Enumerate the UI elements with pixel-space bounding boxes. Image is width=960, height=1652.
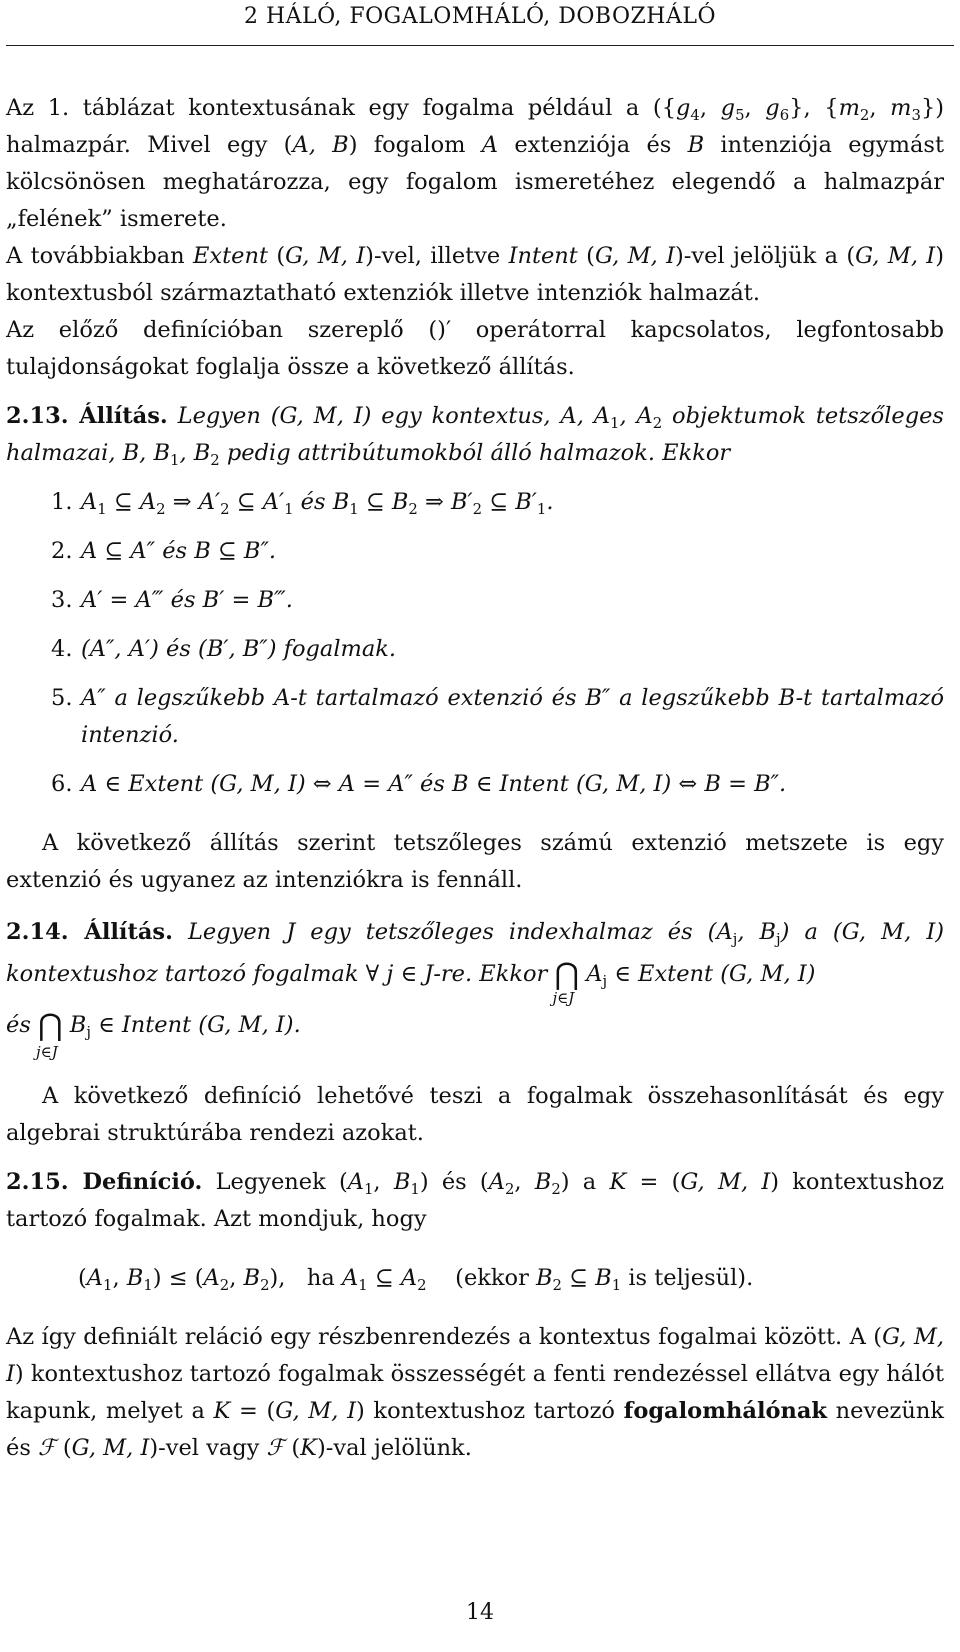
statement-item-1: 1. $A_1$ ⊆ $A_2$ ⇒ $A'_2$ ⊆ $A'_1$ és $B_1$ ⊆ $B_2$ ⇒ $B'_2$ ⊆ $B'_1$. [51,489,554,519]
statement-item-2: 2. A ⊆ A″ és B ⊆ B″. [51,538,277,564]
statement-item-5: 5. A″ a legszűkebb A-t tartalmazó extenzió és B″ a legszűkebb B-t tartalmazó intenzió. [51,685,945,748]
paragraph-concept-lattice: Az így definiált reláció egy részbenrendezés a kontextus fogalmai között. A (G, M, I) kontextushoz tartozó fogalmak összességét a fenti rendezéssel ellátva egy hálót kapunk, melyet a K = (G, M, I) kontextushoz tartozó fogalomhálónak nevezünk és ℱ (G, M, I)-vel vagy ℱ (K)-val jelölünk. [6,1324,945,1461]
page-content [6,90,944,1467]
statement-item-6: 6. A ∈ Extent (G, M, I) ⇔ A = A″ és B ∈ Intent (G, M, I) ⇔ B = B″. [51,771,787,797]
paragraph-ordering-intro: A következő definíció lehetővé teszi a fogalmak összehasonlítását és egy algebrai struktúrába rendezi azokat. [6,1083,944,1146]
statement-item-3: 3. A′ = A‴ és B′ = B‴. [51,587,293,613]
paragraph-operator-intro: Az előző definícióban szereplő ()′ operátorral kapcsolatos, legfontosabb tulajdonságokat foglalja össze a következő állítás. [6,317,944,380]
definition-2-15: 2.15. Definíció. Legyenek ($A_1$, $B_1$) és ($A_2$, $B_2$) a K = (G, M, I) kontextushoz tartozó fogalmak. Azt mondjuk, hogy [6,1169,944,1232]
statement-2-14: 2.14. Állítás. Legyen J egy tetszőleges indexhalmaz és ($A_j$, $B_j$) a (G, M, I) kontextushoz tartozó fogalmak ∀ j ∈ J-re. Ekkor ⋂ j∈J $A_j$ ∈ Extent (G, M, I) [6,919,944,1007]
header-rule [6,45,954,46]
paragraph-concept-example: Az 1. táblázat kontextusának egy fogalma például a ({$g_4$, $g_5$, $g_6$}, {$m_2$, $m_3$}) halmazpár. Mivel egy (A, B) fogalom A extenziója és B intenziója egymást kölcsönösen meghatározza, egy fogalom ismeretéhez elegendő a halmazpár „felének” ismerete. [6,95,945,232]
statement-2-14-cont: és ⋂ j∈J $B_j$ ∈ Intent (G, M, I). [6,1008,301,1061]
statement-item-4: 4. (A″, A′) és (B′, B″) fogalmak. [51,636,397,662]
page-number: 14 [466,1600,494,1625]
term-fogalomhalo: fogalomhálónak [623,1398,828,1424]
statement-label: 2.13. Állítás. [6,403,168,429]
definition-display-formula: ($A_1$, $B_1) \le (A_2$, $B_2$), ha $A_1$ ⊆ $A_2$ (ekkor $B_2$ ⊆ $B_1$ is teljesül). [78,1265,754,1295]
paragraph-extent-intent-notation: A továbbiakban Extent (G, M, I)-vel, illetve Intent (G, M, I)-vel jelöljük a (G, M, I) kontextusból származtatható extenziók illetve intenziók halmazát. [6,243,944,306]
statement-2-13: 2.13. Állítás. Legyen (G, M, I) egy kontextus, A, $A_1$, $A_2$ objektumok tetszőleges halmazai, B, $B_1$, $B_2$ pedig attribútumokból álló halmazok. Ekkor [6,403,944,470]
running-header: 2 HÁLÓ, FOGALOMHÁLÓ, DOBOZHÁLÓ [243,4,717,29]
paragraph-intersection-intro: A következő állítás szerint tetszőleges számú extenzió metszete is egy extenzió és ugyanez az intenziókra is fennáll. [6,830,944,893]
